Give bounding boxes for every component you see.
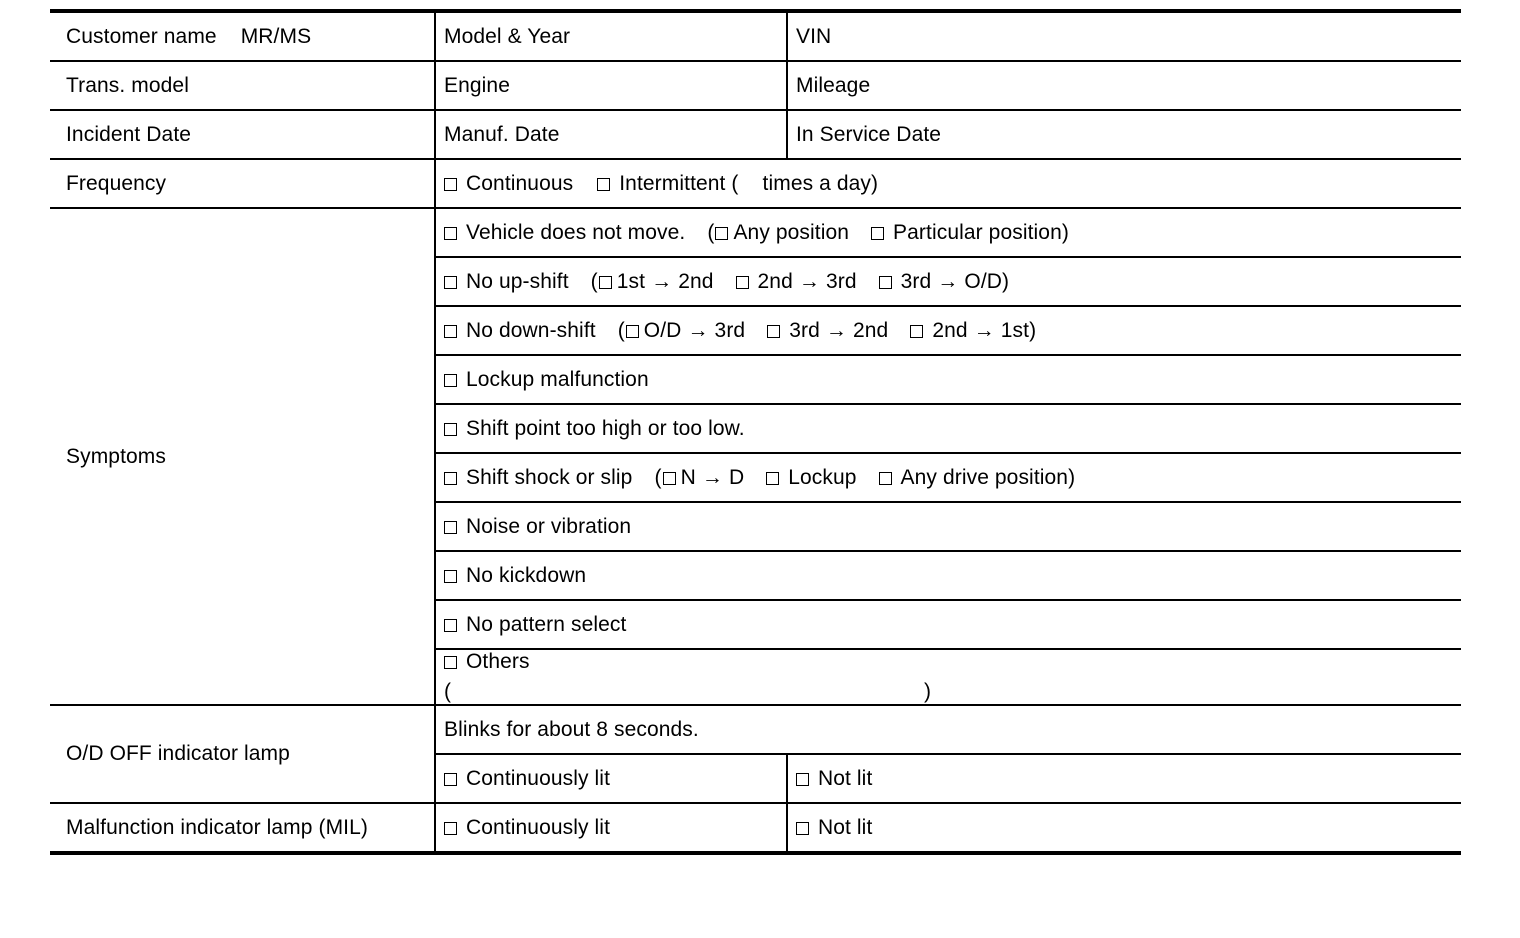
- lockup-malfunction-label: Lockup malfunction: [466, 367, 649, 391]
- frequency-label-cell: [50, 159, 435, 208]
- intermittent-checkbox[interactable]: [597, 178, 610, 191]
- shift-shock-label: Shift shock or slip: [466, 465, 633, 489]
- mil-continuously-lit-checkbox[interactable]: [444, 822, 457, 835]
- od-lamp-blinks-cell: [435, 705, 1461, 754]
- od-lamp-not-lit-cell: [787, 754, 1461, 803]
- customer-name-cell[interactable]: [50, 13, 435, 61]
- downshift-3rd-2nd-checkbox[interactable]: [767, 325, 780, 338]
- shock-any-drive-checkbox[interactable]: [879, 472, 892, 485]
- upshift-od-label: O/D): [964, 269, 1010, 293]
- continuous-checkbox[interactable]: [444, 178, 457, 191]
- no-downshift-open-paren: (: [617, 318, 625, 342]
- others-label: Others: [466, 650, 530, 673]
- symptom-kickdown-cell: [435, 551, 1461, 600]
- manuf-date-cell[interactable]: [435, 110, 787, 159]
- row-trans: [50, 61, 1461, 110]
- shock-n-label: N: [680, 465, 696, 489]
- no-upshift-open-paren: (: [590, 269, 598, 293]
- any-position-checkbox[interactable]: [715, 227, 728, 240]
- vin-cell[interactable]: [787, 13, 1461, 61]
- arrow-right-icon: →: [701, 465, 723, 489]
- no-move-checkbox[interactable]: [444, 227, 457, 240]
- shock-lockup-checkbox[interactable]: [766, 472, 779, 485]
- engine-label: Engine: [444, 73, 510, 97]
- no-pattern-checkbox[interactable]: [444, 619, 457, 632]
- mil-continuously-lit-label: Continuously lit: [466, 815, 611, 839]
- mileage-cell[interactable]: [787, 61, 1461, 110]
- arrow-right-icon: →: [687, 318, 709, 342]
- symptom-lockup-cell: [435, 355, 1461, 404]
- upshift-3rd-label: 3rd: [825, 269, 857, 293]
- od-lamp-lit-cell: [435, 754, 787, 803]
- arrow-right-icon: →: [973, 318, 995, 342]
- incident-date-cell[interactable]: [50, 110, 435, 159]
- no-kickdown-checkbox[interactable]: [444, 570, 457, 583]
- continuous-label: Continuous: [466, 171, 574, 195]
- upshift-2nd-3rd-checkbox[interactable]: [736, 276, 749, 289]
- shock-d-label: D: [728, 465, 745, 489]
- mil-label: Malfunction indicator lamp (MIL): [66, 815, 368, 839]
- no-kickdown-label: No kickdown: [466, 563, 587, 587]
- downshift-3rd-from-label: 3rd: [789, 318, 820, 342]
- od-lamp-label: O/D OFF indicator lamp: [66, 742, 290, 765]
- noise-checkbox[interactable]: [444, 521, 457, 534]
- no-move-label: Vehicle does not move.: [466, 220, 686, 244]
- any-position-label: Any position: [733, 220, 850, 244]
- no-downshift-label: No down-shift: [466, 318, 596, 342]
- noise-label: Noise or vibration: [466, 514, 632, 538]
- no-downshift-checkbox[interactable]: [444, 325, 457, 338]
- downshift-od-label: O/D: [643, 318, 682, 342]
- customer-interview-sheet: [50, 9, 1461, 855]
- row-dates: [50, 110, 1461, 159]
- row-od-lamp-blinks: [50, 705, 1461, 754]
- arrow-right-icon: →: [937, 269, 959, 293]
- frequency-label: Frequency: [66, 171, 167, 195]
- od-not-lit-checkbox[interactable]: [796, 773, 809, 786]
- mil-not-lit-checkbox[interactable]: [796, 822, 809, 835]
- symptom-shift-shock-cell: [435, 453, 1461, 502]
- times-a-day-label: times a day): [762, 171, 879, 195]
- row-mil: [50, 803, 1461, 851]
- trans-model-label: Trans. model: [66, 73, 189, 97]
- mil-not-lit-cell: [787, 803, 1461, 851]
- row-customer: [50, 13, 1461, 61]
- downshift-2nd-from-label: 2nd: [932, 318, 968, 342]
- shift-point-label: Shift point too high or too low.: [466, 416, 745, 440]
- particular-position-label: Particular position): [893, 220, 1069, 244]
- others-open-paren: (: [444, 680, 452, 703]
- downshift-1st-label: 1st): [1000, 318, 1037, 342]
- mil-label-cell: [50, 803, 435, 851]
- upshift-1st-2nd-checkbox[interactable]: [599, 276, 612, 289]
- symptom-no-upshift-cell: [435, 257, 1461, 306]
- arrow-right-icon: →: [798, 269, 820, 293]
- engine-cell[interactable]: [435, 61, 787, 110]
- od-not-lit-label: Not lit: [818, 766, 873, 790]
- symptom-noise-cell: [435, 502, 1461, 551]
- arrow-right-icon: →: [651, 269, 673, 293]
- shift-shock-open-paren: (: [654, 465, 662, 489]
- od-continuously-lit-label: Continuously lit: [466, 766, 611, 790]
- symptom-others-cell: [435, 649, 1461, 705]
- symptom-no-move-cell: [435, 208, 1461, 257]
- symptom-no-downshift-cell: [435, 306, 1461, 355]
- od-lamp-label-cell: [50, 705, 435, 803]
- mil-not-lit-label: Not lit: [818, 815, 873, 839]
- diagnostic-worksheet-table: [50, 13, 1461, 851]
- incident-date-label: Incident Date: [66, 122, 192, 146]
- row-symptom-no-move: [50, 208, 1461, 257]
- lockup-malfunction-checkbox[interactable]: [444, 374, 457, 387]
- others-close-paren: ): [924, 680, 932, 703]
- downshift-2nd-label: 2nd: [852, 318, 889, 342]
- customer-name-label: Customer name: [66, 24, 217, 48]
- downshift-3rd-label: 3rd: [714, 318, 746, 342]
- model-year-label: Model & Year: [444, 24, 571, 48]
- downshift-2nd-1st-checkbox[interactable]: [910, 325, 923, 338]
- upshift-2nd-from-label: 2nd: [757, 269, 793, 293]
- upshift-3rd-from-label: 3rd: [900, 269, 932, 293]
- no-upshift-checkbox[interactable]: [444, 276, 457, 289]
- shock-n-d-checkbox[interactable]: [663, 472, 676, 485]
- no-move-open-paren: (: [707, 220, 715, 244]
- upshift-1st-label: 1st: [616, 269, 646, 293]
- vin-label: VIN: [796, 24, 832, 48]
- no-pattern-label: No pattern select: [466, 612, 627, 636]
- arrow-right-icon: →: [825, 318, 847, 342]
- upshift-2nd-label: 2nd: [678, 269, 714, 293]
- frequency-options-cell: [435, 159, 1461, 208]
- symptom-shift-point-cell: [435, 404, 1461, 453]
- symptoms-label-cell: [50, 208, 435, 705]
- others-input[interactable]: [444, 680, 1453, 704]
- shift-shock-checkbox[interactable]: [444, 472, 457, 485]
- od-lamp-blinks-label: Blinks for about 8 seconds.: [444, 717, 699, 741]
- row-frequency: [50, 159, 1461, 208]
- symptoms-label: Symptoms: [66, 444, 166, 468]
- customer-title-label: MR/MS: [240, 24, 312, 48]
- mil-lit-cell: [435, 803, 787, 851]
- shock-any-drive-label: Any drive position): [900, 465, 1076, 489]
- intermittent-label: Intermittent (: [619, 171, 739, 195]
- shift-point-checkbox[interactable]: [444, 423, 457, 436]
- mileage-label: Mileage: [796, 73, 871, 97]
- upshift-3rd-od-checkbox[interactable]: [879, 276, 892, 289]
- trans-model-cell[interactable]: [50, 61, 435, 110]
- shock-lockup-label: Lockup: [788, 465, 857, 489]
- in-service-date-cell[interactable]: [787, 110, 1461, 159]
- in-service-date-label: In Service Date: [796, 122, 942, 146]
- model-year-cell[interactable]: [435, 13, 787, 61]
- manuf-date-label: Manuf. Date: [444, 122, 560, 146]
- others-checkbox[interactable]: [444, 656, 457, 669]
- symptom-pattern-cell: [435, 600, 1461, 649]
- downshift-od-3rd-checkbox[interactable]: [626, 325, 639, 338]
- particular-position-checkbox[interactable]: [871, 227, 884, 240]
- od-continuously-lit-checkbox[interactable]: [444, 773, 457, 786]
- no-upshift-label: No up-shift: [466, 269, 569, 293]
